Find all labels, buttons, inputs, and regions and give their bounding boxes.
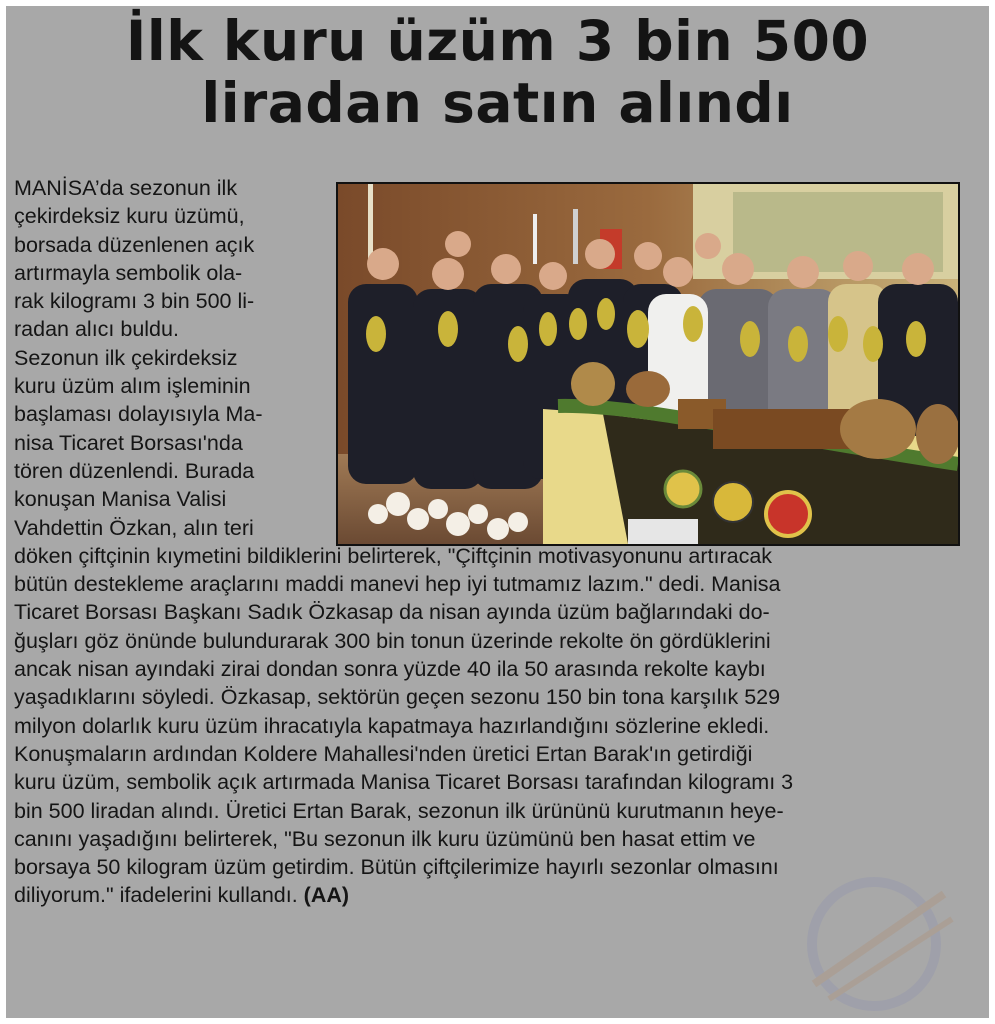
article-headline — [6, 10, 989, 134]
text-line: canını yaşadığını belirterek, "Bu sezonun ilk kuru üzümünü ben hasat ettim ve — [14, 826, 756, 851]
text-line: Sezonun ilk çekirdeksiz — [14, 345, 238, 370]
text-line: kuru üzüm, sembolik açık artırmada Manisa Ticaret Borsası tarafından kilogramı 3 — [14, 770, 794, 795]
text-line: radan alıcı buldu. — [14, 317, 179, 342]
text-line: kuru üzüm alım işleminin — [14, 374, 251, 399]
newspaper-clipping — [6, 6, 989, 1018]
watermark-logo-icon — [794, 874, 954, 1014]
text-line: borsaya 50 kilogram üzüm getirdim. Bütün çiftçilerimize hayırlı sezonlar olmasını — [14, 855, 779, 880]
article-body — [14, 174, 982, 910]
text-line: borsada düzenlenen açık — [14, 232, 255, 257]
text-line: yaşadıklarını söyledi. Özkasap, sektörün geçen sezonu 150 bin tona karşılık 529 — [14, 685, 781, 710]
text-line: rak kilogramı 3 bin 500 li- — [14, 289, 255, 314]
text-line: ğuşları göz önünde bulundurarak 300 bin tonun üzerinde rekolte ön gördüklerini — [14, 628, 771, 653]
text-line: döken çiftçinin kıymetini bildiklerini belirterek, "Çiftçinin motivasyonunu artıracak — [14, 543, 773, 568]
text-line: nisa Ticaret Borsası'nda — [14, 430, 243, 455]
text-line: Konuşmaların ardından Koldere Mahallesi'nden üretici Ertan Barak'ın getirdiği — [14, 741, 753, 766]
text-line: bin 500 liradan alındı. Üretici Ertan Barak, sezonun ilk ürününü kurutmanın heye- — [14, 798, 784, 823]
text-line: tören düzenlendi. Burada — [14, 458, 255, 483]
text-line: MANİSA’da sezonun ilk — [14, 176, 238, 200]
headline-line-2: liradan satın alındı — [201, 71, 794, 135]
text-line: Ticaret Borsası Başkanı Sadık Özkasap da nisan ayında üzüm bağlarındaki do- — [14, 600, 770, 625]
paragraph-full-width — [14, 542, 982, 910]
headline-line-1: İlk kuru üzüm 3 bin 500 — [125, 9, 870, 73]
text-line: artırmayla sembolik ola- — [14, 260, 243, 285]
text-line: milyon dolarlık kuru üzüm ihracatıyla kapatmaya hazırlandığını sözlerine ekledi. — [14, 713, 770, 738]
text-line: çekirdeksiz kuru üzümü, — [14, 204, 245, 229]
text-line: başlaması dolayısıyla Ma- — [14, 402, 263, 427]
text-line: bütün destekleme araçlarını maddi manevi hep iyi tutmamız lazım." dedi. Manisa — [14, 572, 781, 597]
text-line: konuşan Manisa Valisi — [14, 487, 227, 512]
agency-signature: (AA) — [303, 883, 350, 908]
paragraph-beside-photo — [14, 174, 982, 542]
text-line: ancak nisan ayındaki zirai dondan sonra yüzde 40 ila 50 arasında rekolte kaybı — [14, 657, 766, 682]
last-line-text: diliyorum." ifadelerini kullandı. — [14, 883, 304, 908]
text-line: Vahdettin Özkan, alın teri — [14, 515, 254, 540]
